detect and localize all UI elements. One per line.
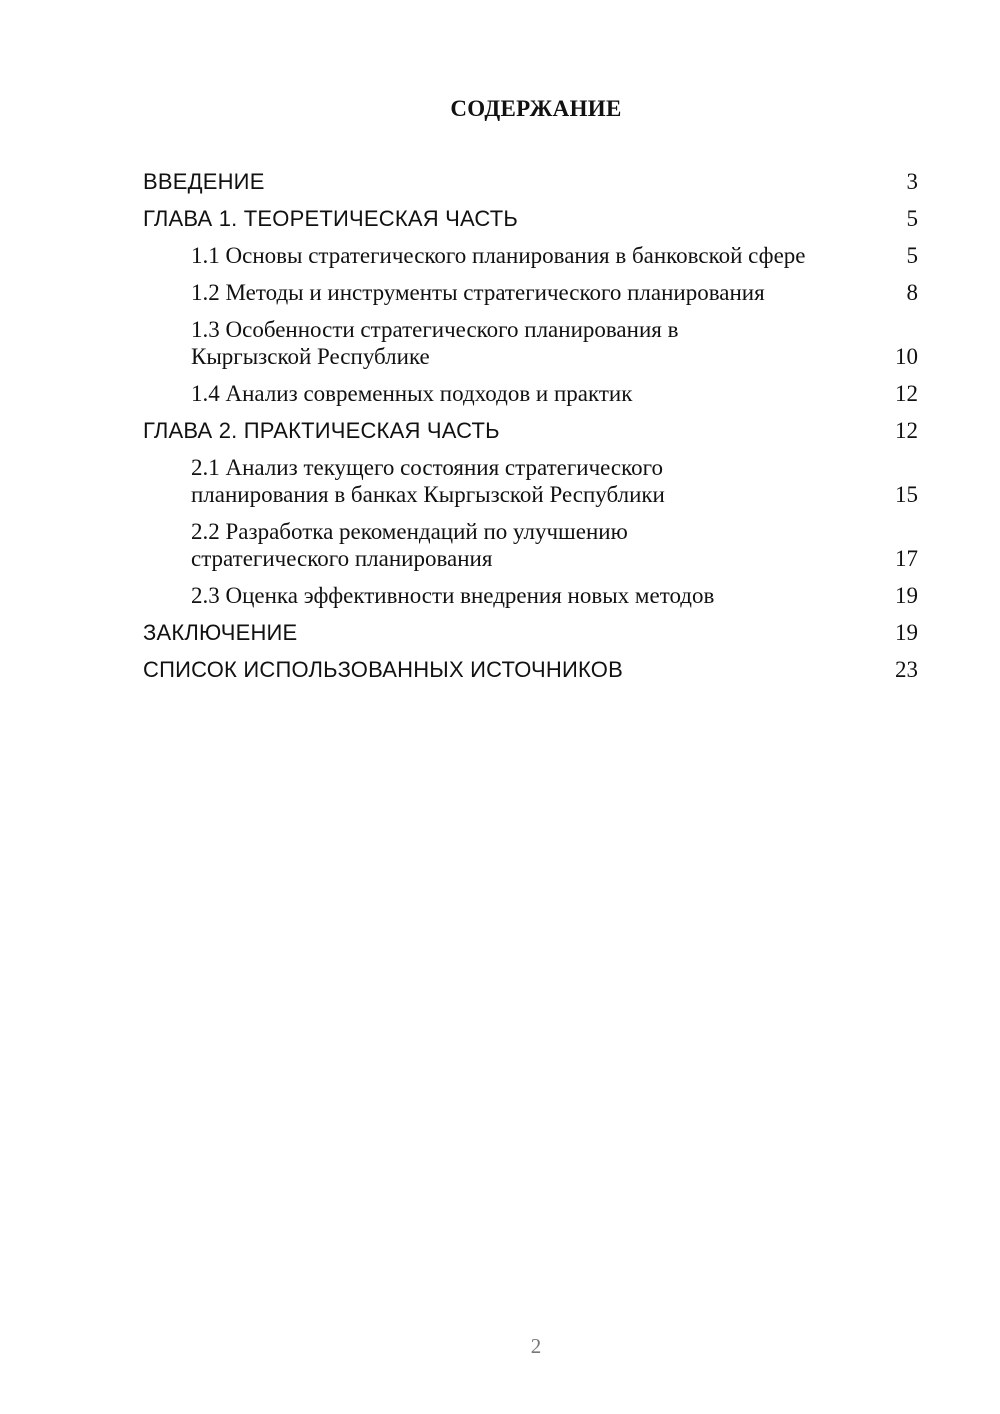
toc-entry-label: 1.3 Особенности стратегического планирования в Кыргызской Республике [191, 317, 679, 369]
toc-entry-page: 8 [906, 280, 918, 305]
toc-entry-introduction[interactable] [143, 168, 918, 195]
toc-entry-label: 1.1 Основы стратегического планирования в банковской сфере [191, 243, 806, 268]
toc-entry-page: 23 [895, 657, 918, 682]
toc-entry-label: 2.2 Разработка рекомендаций по улучшению стратегического планирования [191, 519, 628, 571]
toc-entry-section-2-2[interactable] [143, 518, 918, 572]
toc-entry-label: 1.2 Методы и инструменты стратегического планирования [191, 280, 765, 305]
toc-entry-page: 12 [895, 418, 918, 443]
toc-entry-page: 19 [895, 583, 918, 608]
toc-entry-label: ГЛАВА 2. ПРАКТИЧЕСКАЯ ЧАСТЬ [143, 418, 500, 443]
toc-entry-page: 3 [906, 169, 918, 194]
page-number: 2 [530, 1334, 542, 1358]
toc-entry-page: 19 [895, 620, 918, 645]
toc-entry-label: 2.3 Оценка эффективности внедрения новых методов [191, 583, 715, 608]
toc-entry-label: ВВЕДЕНИЕ [143, 169, 265, 194]
table-of-contents [143, 168, 918, 693]
toc-entry-label: ЗАКЛЮЧЕНИЕ [143, 620, 298, 645]
toc-entry-section-1-3[interactable] [143, 316, 918, 370]
toc-entry-section-1-4[interactable] [143, 380, 918, 407]
toc-entry-label: ГЛАВА 1. ТЕОРЕТИЧЕСКАЯ ЧАСТЬ [143, 206, 519, 231]
toc-entry-section-1-1[interactable] [143, 242, 918, 269]
toc-entry-page: 17 [895, 546, 918, 571]
toc-entry-chapter-1[interactable] [143, 205, 918, 232]
toc-entry-conclusion[interactable] [143, 619, 918, 646]
toc-entry-section-2-1[interactable] [143, 454, 918, 508]
toc-entry-label: СПИСОК ИСПОЛЬЗОВАННЫХ ИСТОЧНИКОВ [143, 657, 623, 682]
toc-entry-label: 1.4 Анализ современных подходов и практик [191, 381, 633, 406]
toc-entry-chapter-2[interactable] [143, 417, 918, 444]
toc-entry-page: 5 [906, 243, 918, 268]
toc-entry-page: 12 [895, 381, 918, 406]
toc-entry-page: 5 [906, 206, 918, 231]
toc-heading: СОДЕРЖАНИЕ [450, 96, 622, 121]
toc-entry-page: 10 [895, 344, 918, 369]
toc-entry-section-1-2[interactable] [143, 279, 918, 306]
toc-entry-page: 15 [895, 482, 918, 507]
toc-entry-section-2-3[interactable] [143, 582, 918, 609]
toc-entry-label: 2.1 Анализ текущего состояния стратегического планирования в банках Кыргызской Республики [191, 455, 665, 507]
toc-entry-references[interactable] [143, 656, 918, 683]
